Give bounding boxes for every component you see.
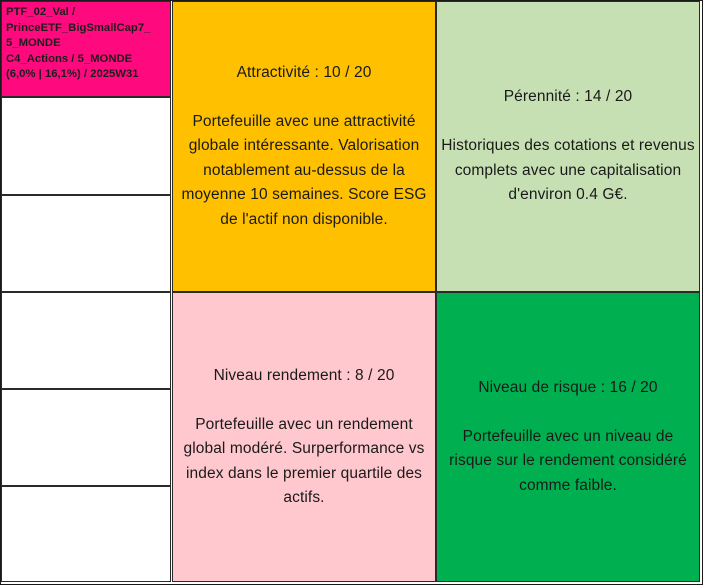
empty-left-cell-5 [1, 486, 171, 582]
header-line-3: 5_MONDE [6, 37, 61, 49]
risque-quadrant [436, 292, 700, 582]
attractivite-title: Attractivité : 10 / 20 [236, 63, 372, 81]
rendement-description: Portefeuille avec un rendement global modéré. Surperformance vs index dans le premier quartile des actifs. [183, 415, 425, 506]
header-line-4: C4_Actions / 5_MONDE [6, 52, 133, 65]
rendement-quadrant [172, 292, 436, 582]
portfolio-header-cell [1, 1, 171, 97]
risque-description: Portefeuille avec un niveau de risque sur le rendement considéré comme faible. [449, 427, 687, 494]
empty-left-cell-3 [1, 292, 171, 389]
attractivite-description: Portefeuille avec une attractivité globale intéressante. Valorisation notablement au-dessus de la moyenne 10 semaines. Score ESG de l'actif non disponible. [181, 112, 427, 228]
header-line-1: PTF_02_Val / [6, 6, 76, 18]
perennite-title: Pérennité : 14 / 20 [503, 88, 633, 106]
header-line-5: (6,0% | 16,1%) / 2025W31 [6, 68, 139, 80]
rendement-title: Niveau rendement : 8 / 20 [213, 366, 395, 384]
attractivite-quadrant [172, 1, 436, 292]
perennite-description: Historiques des cotations et revenus complets avec une capitalisation d'environ 0.4 G€. [441, 137, 695, 204]
empty-left-cell-1 [1, 97, 171, 195]
risque-title: Niveau de risque : 16 / 20 [478, 378, 658, 396]
header-line-2: PrinceETF_BigSmallCap7_ [6, 21, 151, 34]
empty-left-cell-4 [1, 389, 171, 486]
empty-left-cell-2 [1, 195, 171, 292]
perennite-quadrant [436, 1, 700, 292]
